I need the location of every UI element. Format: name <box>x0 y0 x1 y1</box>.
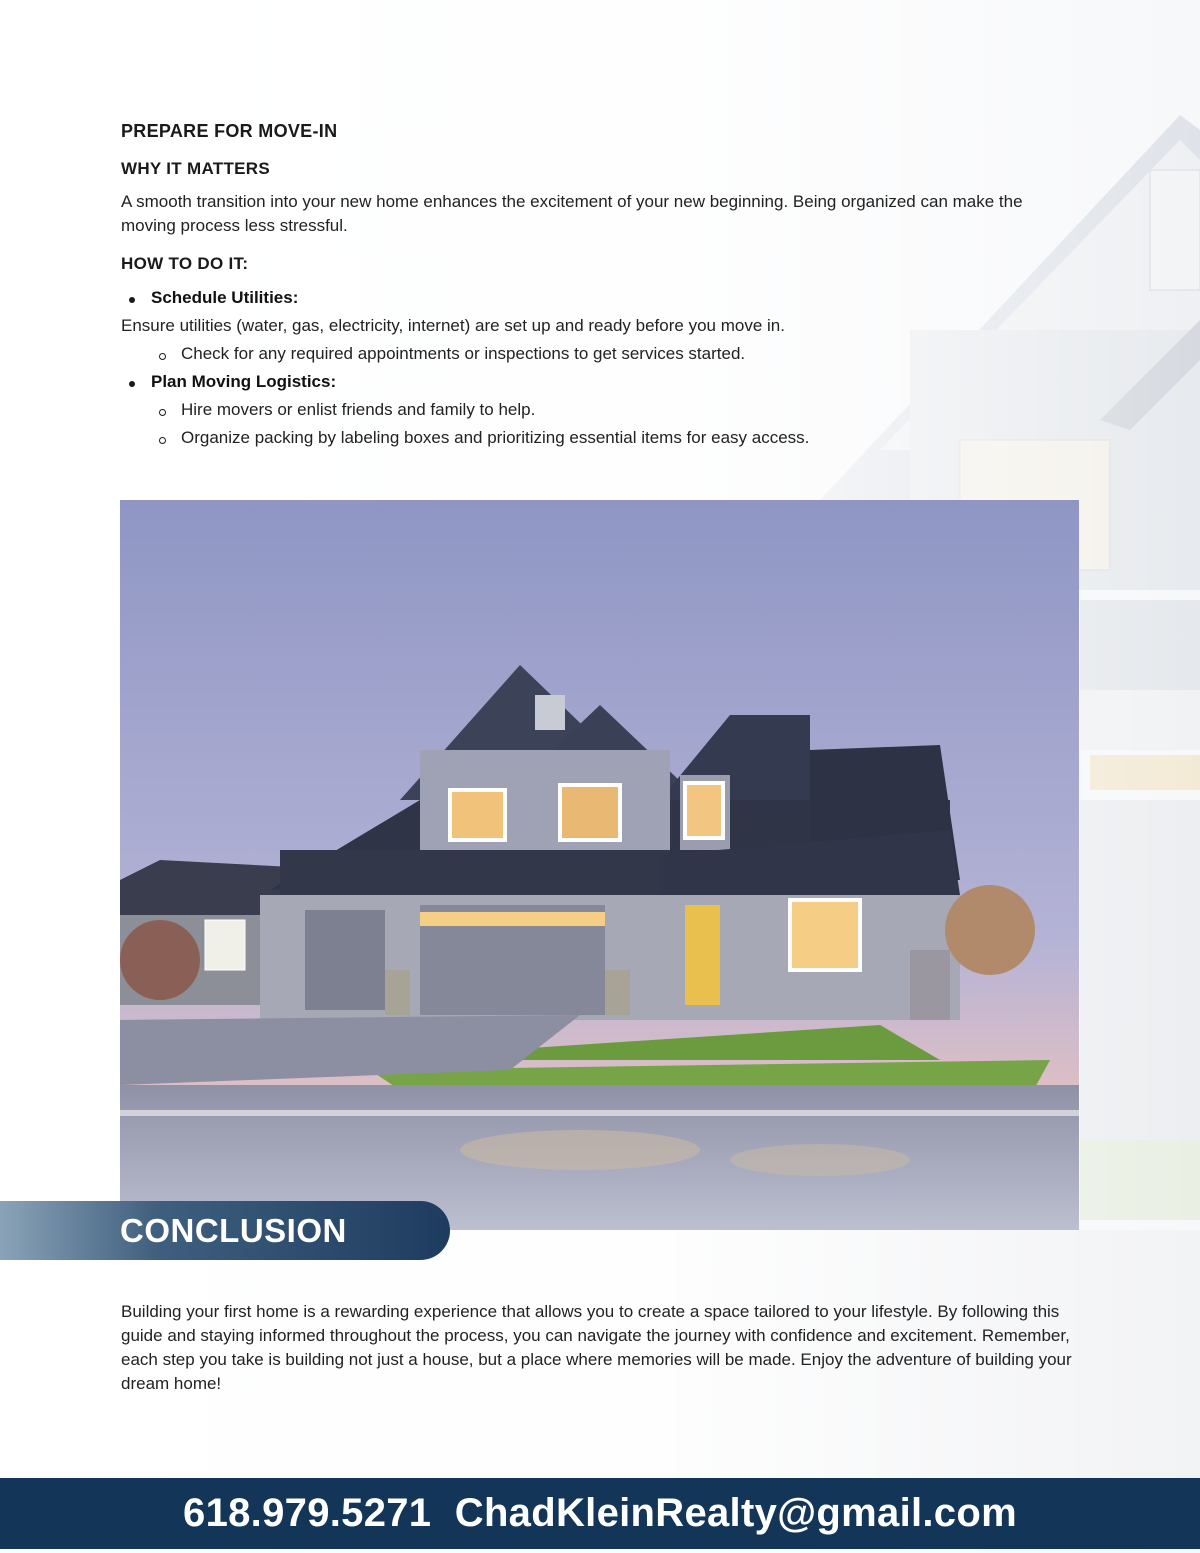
how-heading: HOW TO DO IT: <box>121 254 249 273</box>
bullet-icon <box>129 381 135 387</box>
bullet-icon <box>129 297 135 303</box>
house-photo-illustration <box>120 500 1079 1230</box>
footer-contact <box>183 1491 1017 1536</box>
footer-bar <box>0 1478 1200 1549</box>
conclusion-title: CONCLUSION <box>120 1212 347 1249</box>
circle-bullet-icon <box>159 409 166 416</box>
conclusion-text: Building your first home is a rewarding experience that allows you to create a space tailored to your lifestyle. By following this guide and staying informed throughout the process, you can navigate the journey with confidence and excitement. Remember, each step you take is building not just a house, but a place where memories will be made. Enjoy the adventure of building your dream home! <box>121 1302 1072 1393</box>
circle-bullet-icon <box>159 437 166 444</box>
item-description: Ensure utilities (water, gas, electricity, internet) are set up and ready before you move in. <box>121 316 785 335</box>
house-photo <box>120 500 1079 1230</box>
item-label: Schedule Utilities: <box>151 288 299 307</box>
footer-phone[interactable]: 618.979.5271 <box>183 1491 432 1535</box>
footer-email[interactable]: ChadKleinRealty@gmail.com <box>454 1491 1017 1535</box>
item-label: Plan Moving Logistics: <box>151 372 337 391</box>
conclusion-banner <box>0 1201 450 1260</box>
why-heading: WHY IT MATTERS <box>121 159 271 178</box>
section-title: PREPARE FOR MOVE-IN <box>121 121 338 141</box>
circle-bullet-icon <box>159 353 166 360</box>
why-text: A smooth transition into your new home enhances the excitement of your new beginning. Being organized can make the moving process less stressful. <box>121 192 1023 235</box>
